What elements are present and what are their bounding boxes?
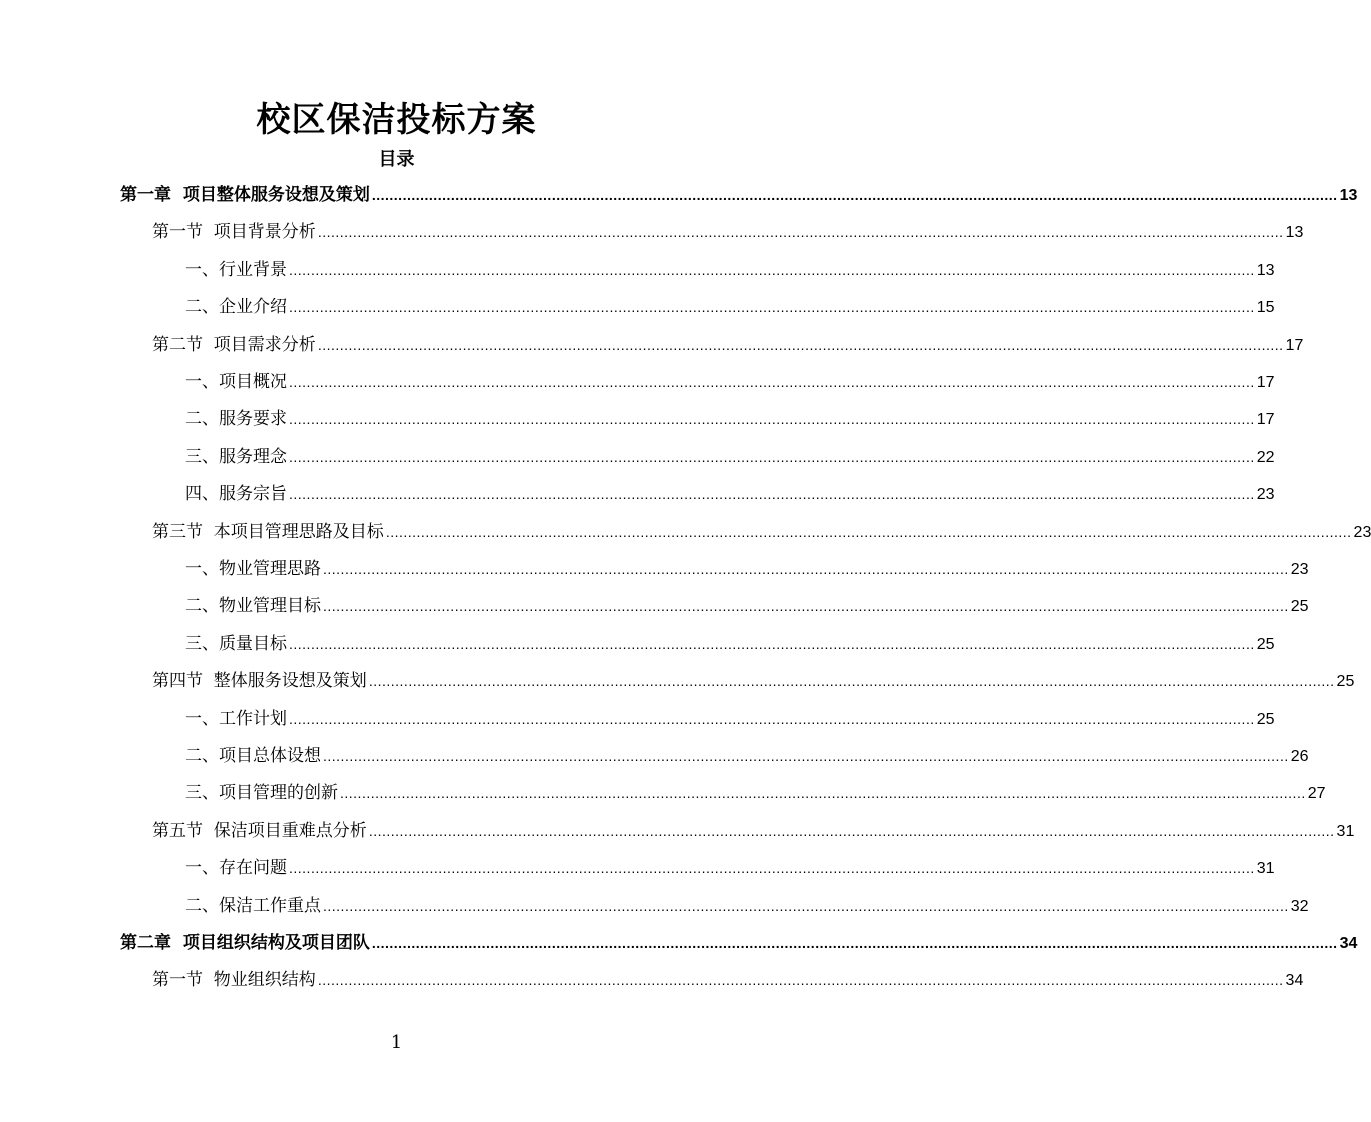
toc-entry[interactable] [185,629,1275,659]
toc-entry-label: 第一节 物业组织结构 [152,970,316,991]
toc-entry[interactable] [120,928,1358,958]
toc-entry-label: 二、物业管理目标 [185,596,321,617]
toc-dot-leader: ............................................................................................................................................................................................................................ [323,748,1289,764]
toc-entry-label: 一、行业背景 [185,259,287,280]
toc-entry-page: 13 [1339,187,1358,204]
toc-entry-page: 23 [1256,486,1275,504]
toc-entry[interactable] [185,704,1275,734]
toc-entry-label: 三、质量目标 [185,633,287,654]
toc-entry-page: 22 [1256,448,1275,466]
toc-entry[interactable] [185,591,1309,621]
toc-entry-page: 34 [1285,972,1304,990]
toc-entry[interactable] [185,778,1326,808]
toc-entry-page: 26 [1290,748,1309,765]
toc-entry-page: 32 [1290,897,1309,915]
toc-dot-leader: ............................................................................................................................................................................................................................ [323,897,1289,914]
toc-entry-label: 四、服务宗旨 [185,484,287,505]
toc-dot-leader: ............................................................................................................................................................................................................................ [323,561,1289,577]
toc-entry[interactable] [152,217,1304,247]
toc-entry[interactable] [185,442,1275,472]
toc-dot-leader: ............................................................................................................................................................................................................................ [371,187,1338,203]
toc-entry[interactable] [152,330,1304,360]
toc-entry-page: 34 [1339,935,1358,952]
toc-entry[interactable] [185,292,1275,322]
toc-dot-leader: ............................................................................................................................................................................................................................ [317,224,1284,241]
toc-entry[interactable] [185,404,1275,434]
toc-dot-leader: ............................................................................................................................................................................................................................ [289,411,1255,428]
toc-entry-page: 31 [1256,860,1275,878]
toc-entry[interactable] [185,367,1275,397]
toc-entry-page: 17 [1256,374,1275,391]
toc-entry[interactable] [152,517,1371,547]
toc-entry[interactable] [152,666,1355,696]
toc-heading: 目录 [378,149,415,170]
toc-dot-leader: ............................................................................................................................................................................................................................ [289,261,1255,278]
toc-entry-page: 13 [1285,224,1304,242]
toc-entry-label: 一、物业管理思路 [185,559,321,579]
toc-entry[interactable] [185,891,1309,921]
page-number: 1 [390,1032,403,1053]
toc-entry-page: 13 [1256,261,1275,279]
toc-entry-page: 23 [1353,523,1371,541]
toc-entry-label: 一、项目概况 [185,372,287,392]
toc-entry-page: 25 [1256,635,1275,653]
toc-dot-leader: ............................................................................................................................................................................................................................ [368,673,1335,690]
toc-entry-label: 二、企业介绍 [185,297,287,318]
toc-dot-leader: ............................................................................................................................................................................................................................ [289,635,1255,652]
toc-entry[interactable] [120,180,1358,210]
toc-entry[interactable] [152,816,1355,846]
toc-entry-page: 17 [1285,336,1304,354]
toc-entry-page: 17 [1256,411,1275,429]
toc-dot-leader: ............................................................................................................................................................................................................................ [317,972,1284,989]
toc-entry-label: 二、项目总体设想 [185,746,321,766]
toc-entry-label: 第二节 项目需求分析 [152,334,316,355]
toc-entry-label: 三、项目管理的创新 [185,783,338,804]
toc-dot-leader: ............................................................................................................................................................................................................................ [289,710,1255,727]
toc-dot-leader: ............................................................................................................................................................................................................................ [289,374,1255,390]
toc-entry[interactable] [185,255,1275,285]
toc-entry-label: 第一节 项目背景分析 [152,222,316,243]
toc-entry-label: 第一章 项目整体服务设想及策划 [120,185,370,205]
toc-dot-leader: ............................................................................................................................................................................................................................ [289,299,1255,316]
toc-entry[interactable] [185,853,1275,883]
toc-entry[interactable] [185,479,1275,509]
toc-entry[interactable] [185,741,1309,771]
toc-entry-page: 15 [1256,299,1275,317]
toc-dot-leader: ............................................................................................................................................................................................................................ [317,336,1284,353]
toc-dot-leader: ............................................................................................................................................................................................................................ [289,448,1255,465]
toc-entry[interactable] [152,965,1304,995]
toc-dot-leader: ............................................................................................................................................................................................................................ [371,935,1338,951]
toc-entry-page: 25 [1336,673,1355,691]
toc-entry-label: 第二章 项目组织结构及项目团队 [120,933,370,953]
toc-entry[interactable] [185,554,1309,584]
toc-dot-leader: ............................................................................................................................................................................................................................ [368,822,1335,839]
toc-entry-page: 23 [1290,561,1309,578]
toc-entry-page: 27 [1307,785,1326,803]
document-title: 校区保洁投标方案 [256,100,537,140]
toc-dot-leader: ............................................................................................................................................................................................................................ [323,598,1289,615]
toc-dot-leader: ............................................................................................................................................................................................................................ [289,486,1255,503]
toc-entry-page: 25 [1256,710,1275,728]
toc-entry-label: 二、保洁工作重点 [185,895,321,916]
toc-entry-label: 二、服务要求 [185,409,287,430]
toc-entry-label: 三、服务理念 [185,446,287,467]
toc-dot-leader: ............................................................................................................................................................................................................................ [340,785,1306,802]
toc-entry-label: 第三节 本项目管理思路及目标 [152,521,384,542]
toc-dot-leader: ............................................................................................................................................................................................................................ [385,523,1352,540]
toc-entry-label: 一、工作计划 [185,708,287,729]
toc-dot-leader: ............................................................................................................................................................................................................................ [289,860,1255,877]
toc-entry-page: 25 [1290,598,1309,616]
toc-entry-label: 一、存在问题 [185,858,287,879]
toc-entry-label: 第四节 整体服务设想及策划 [152,671,367,692]
toc-entry-label: 第五节 保洁项目重难点分析 [152,820,367,841]
toc-entry-page: 31 [1336,822,1355,840]
